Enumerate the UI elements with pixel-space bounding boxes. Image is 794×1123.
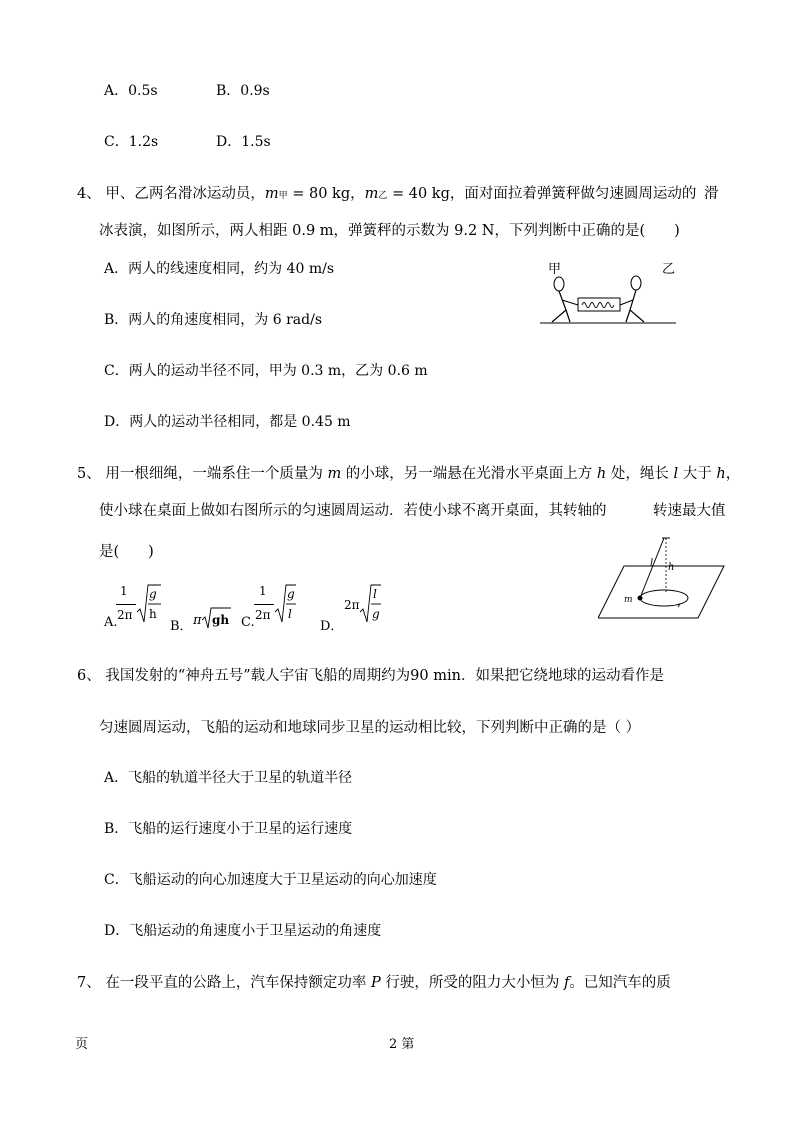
q4-mass-a-value: = 80 kg， bbox=[287, 186, 365, 202]
q5-text-b: 的小球，另一端悬在光滑水平桌面上方 bbox=[341, 466, 597, 482]
q5-h2: h bbox=[716, 466, 726, 482]
q5-number: 5、 bbox=[77, 466, 101, 482]
q5-a-denominator: 2π bbox=[117, 608, 133, 622]
q5-stem-line3: 是( ) bbox=[99, 544, 154, 560]
q6-period: 90 min bbox=[410, 668, 461, 684]
q5-d-l: l bbox=[373, 587, 377, 601]
q4-fig-label-yi: 乙 bbox=[662, 262, 676, 277]
q5-option-c-label: C. bbox=[241, 615, 255, 630]
q5-c-g: g bbox=[287, 587, 295, 601]
q6-number: 6、 bbox=[77, 668, 101, 684]
q5-d-g: g bbox=[372, 607, 380, 621]
q5-options bbox=[104, 582, 404, 632]
footer-page-number: 2 第 bbox=[389, 1037, 415, 1052]
q4-stem-line2: 冰表演，如图所示，两人相距 0.9 m，弹簧秤的示数为 9.2 N，下列判断中正确的是( ) bbox=[99, 223, 680, 239]
q4-number: 4、 bbox=[77, 186, 101, 202]
q7-text-a: 在一段平直的公路上，汽车保持额定功率 bbox=[105, 975, 371, 991]
q3-option-b: B．0.9s bbox=[216, 83, 270, 99]
q5-h1: h bbox=[596, 466, 607, 482]
q4-mass-symbol-a: m bbox=[264, 186, 279, 202]
q5-a-numerator: 1 bbox=[120, 584, 128, 598]
q5-d-radical bbox=[360, 584, 382, 624]
q6-text-b: ．如果把它绕地球的运动看作是 bbox=[460, 668, 664, 684]
q5-text-d: 大于 bbox=[678, 466, 717, 482]
q5-text-e: ， bbox=[725, 466, 741, 482]
q6-text-a: 我国发射的“神舟五号”载人宇宙飞船的周期约为 bbox=[105, 668, 411, 684]
q5-text-c: 处，绳长 bbox=[606, 466, 674, 482]
q5-option-b-label: B． bbox=[170, 619, 193, 634]
q5-c-radical bbox=[275, 584, 297, 624]
q4-option-d: D．两人的运动半径相同，都是 0.45 m bbox=[104, 414, 351, 430]
q5-pendulum-figure bbox=[598, 536, 726, 622]
q5-a-h: h bbox=[149, 607, 157, 621]
q3-option-a: A．0.5s bbox=[104, 83, 158, 99]
q6-option-a: A．飞船的轨道半径大于卫星的轨道半径 bbox=[104, 770, 353, 786]
q4-text: 甲、乙两名滑冰运动员， bbox=[105, 186, 265, 202]
q5-text-a: 用一根细绳，一端系住一个质量为 bbox=[105, 466, 328, 482]
q5-b-pi: π bbox=[193, 613, 202, 628]
q3-option-d: D．1.5s bbox=[216, 134, 271, 150]
q5-c-denominator: 2π bbox=[255, 608, 271, 622]
q4-option-c: C．两人的运动半径不同，甲为 0.3 m，乙为 0.6 m bbox=[104, 363, 428, 379]
q4-option-b: B．两人的角速度相同，为 6 rad/s bbox=[104, 312, 322, 328]
q5-stem-line1 bbox=[77, 462, 740, 483]
q5-stem-line2a: 使小球在桌面上做如右图所示的匀速圆周运动．若使小球不离开桌面，其转轴的 bbox=[99, 503, 607, 519]
q4-skaters-figure bbox=[540, 258, 680, 328]
q7-stem-line1 bbox=[77, 971, 671, 992]
q5-l: l bbox=[673, 466, 679, 482]
q4-line1-end: 滑 bbox=[704, 186, 719, 202]
q4-option-a: A．两人的线速度相同，约为 40 m/s bbox=[104, 261, 335, 277]
q7-P: P bbox=[370, 975, 381, 991]
q7-text-b: 行驶，所受的阻力大小恒为 bbox=[380, 975, 564, 991]
q5-b-radical bbox=[202, 606, 232, 630]
q5-c-numerator: 1 bbox=[259, 584, 267, 598]
q5-c-l: l bbox=[288, 607, 292, 621]
q4-mass-symbol-b: m bbox=[364, 186, 379, 202]
q5-fig-l: l bbox=[650, 558, 654, 569]
q4-mass-b-value: = 40 kg，面对面拉着弹簧秤做匀速圆周运动的 bbox=[387, 186, 697, 202]
q5-fig-m: m bbox=[624, 595, 633, 605]
q5-m: m bbox=[327, 466, 342, 482]
q5-a-g: g bbox=[149, 587, 157, 601]
q4-sub-a: 甲 bbox=[278, 191, 288, 201]
q6-option-d: D．飞船运动的角速度小于卫星运动的角速度 bbox=[104, 923, 382, 939]
q5-b-gh: gh bbox=[212, 613, 230, 627]
q5-stem-line2b: 转速最大值 bbox=[653, 503, 726, 519]
q6-option-b: B．飞船的运行速度小于卫星的运行速度 bbox=[104, 821, 353, 837]
q7-number: 7、 bbox=[77, 975, 101, 991]
q6-option-c: C．飞船运动的向心加速度大于卫星运动的向心加速度 bbox=[104, 872, 437, 888]
q5-option-a-label: A. bbox=[104, 615, 118, 630]
q4-fig-label-jia: 甲 bbox=[548, 262, 562, 277]
q5-d-two-pi: 2π bbox=[344, 598, 360, 612]
q7-f: f bbox=[563, 975, 570, 991]
q4-sub-b: 乙 bbox=[378, 191, 388, 201]
q6-stem-line1 bbox=[77, 664, 664, 685]
q5-fig-h: h bbox=[668, 562, 675, 573]
q4-stem-line1 bbox=[77, 182, 696, 203]
q7-text-c: 。已知汽车的质 bbox=[569, 975, 671, 991]
q6-stem-line2: 匀速圆周运动，飞船的运动和地球同步卫星的运动相比较，下列判断中正确的是（ ） bbox=[99, 720, 641, 736]
q5-a-radical bbox=[137, 584, 163, 624]
q3-option-c: C．1.2s bbox=[104, 134, 159, 150]
q5-option-d-label: D． bbox=[320, 619, 344, 634]
footer-left: 页 bbox=[75, 1037, 89, 1052]
